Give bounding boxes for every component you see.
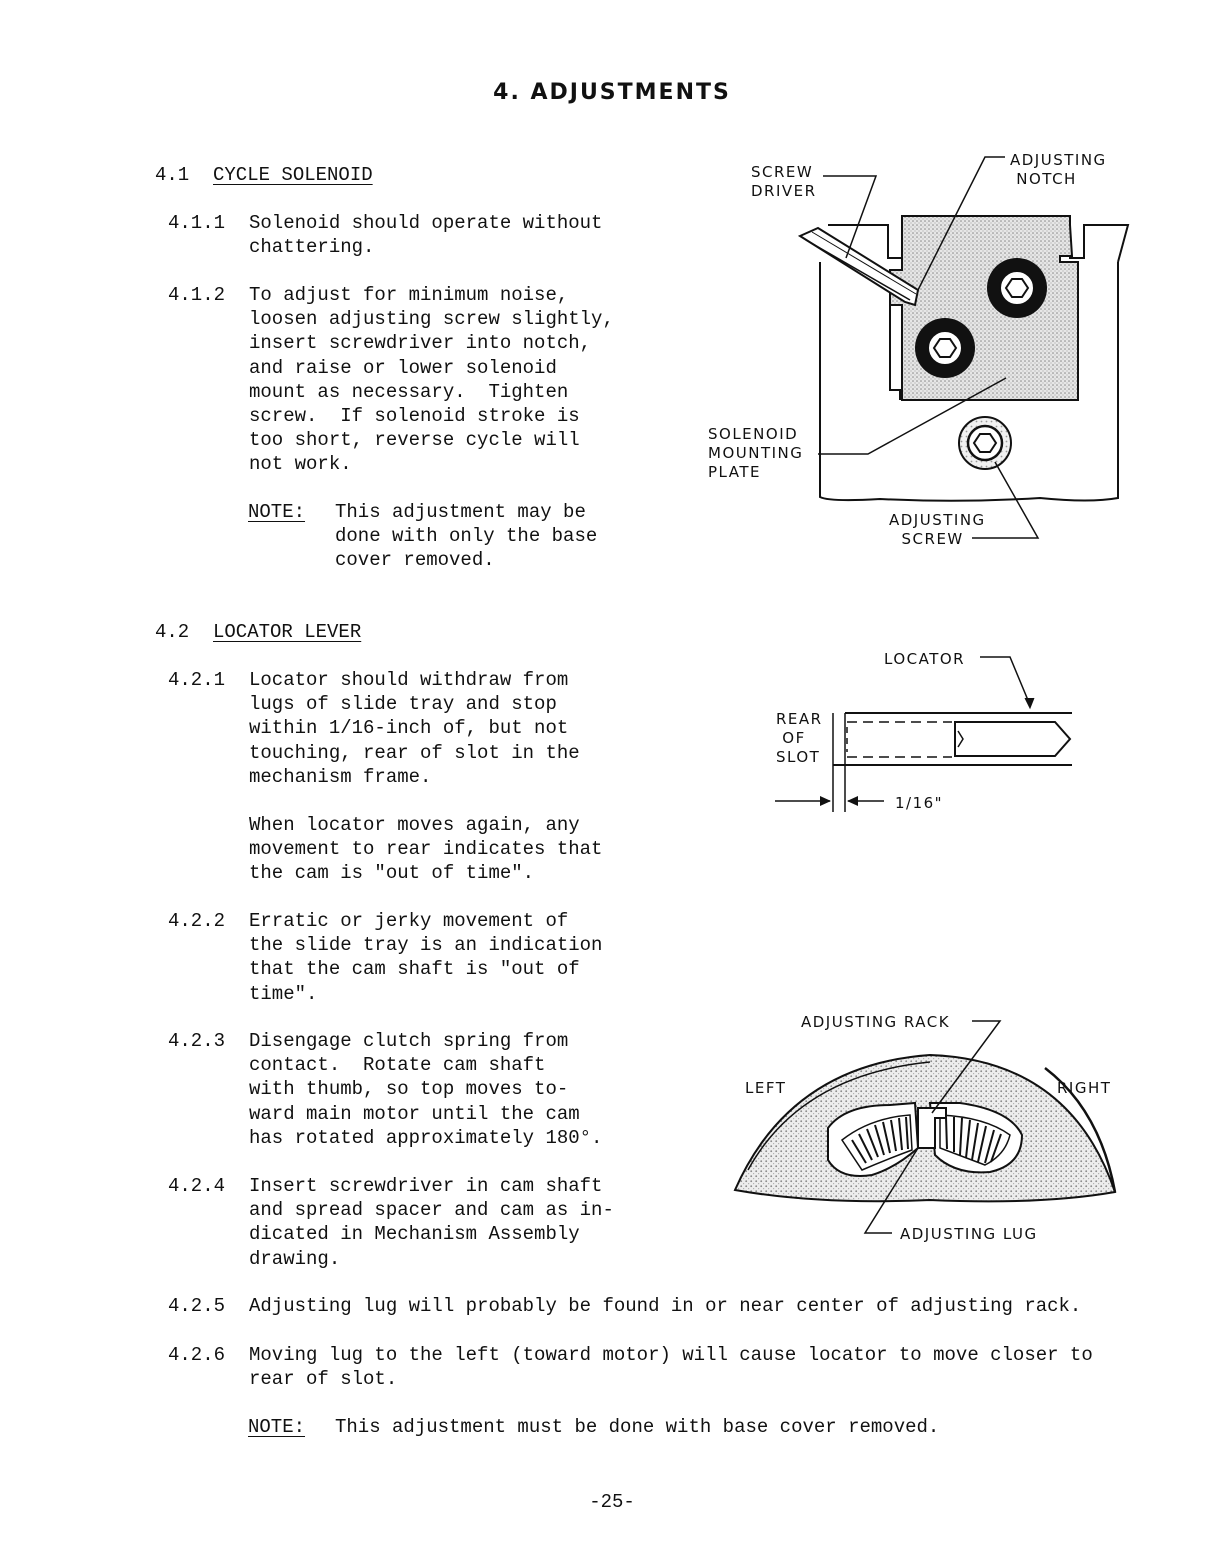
adjusting-notch-label: ADJUSTING NOTCH [1010, 151, 1107, 188]
item-text: Disengage clutch spring from contact. Rotate cam shaft with thumb, so top moves to- ward main motor until the cam has rotated approximately 180°. [249, 1030, 603, 1149]
dimension-label: 1/16" [895, 794, 944, 812]
section-heading: LOCATOR LEVER [213, 621, 362, 643]
item-text: Adjusting lug will probably be found in or near center of adjusting rack. [249, 1295, 1082, 1317]
screw-driver-label: SCREW DRIVER [751, 163, 817, 200]
right-label: RIGHT [1057, 1079, 1112, 1097]
item-text: Erratic or jerky movement of the slide tray is an indication that the cam shaft is "out of time". [249, 910, 603, 1005]
locator-label: LOCATOR [884, 650, 966, 668]
item-text: To adjust for minimum noise, loosen adjusting screw slightly, insert screwdriver into notch, and raise or lower solenoid mount as necessary. Tighten screw. If solenoid stroke is too short, reverse cycle will not work. [249, 284, 614, 476]
item-number: 4.2.4 [168, 1175, 226, 1197]
item-text: Moving lug to the left (toward motor) will cause locator to move closer to rear of slot. [249, 1344, 1093, 1391]
item-number: 4.1.1 [168, 212, 226, 234]
item-number: 4.1.2 [168, 284, 226, 306]
adjusting-rack-label: ADJUSTING RACK [801, 1013, 951, 1031]
note-label: NOTE: [248, 501, 306, 523]
section-heading: CYCLE SOLENOID [213, 164, 373, 186]
item-number: 4.2.1 [168, 669, 226, 691]
solenoid-mounting-plate-label: SOLENOID MOUNTING PLATE [708, 425, 804, 481]
item-number: 4.2.3 [168, 1030, 226, 1052]
page-number: -25- [589, 1491, 635, 1513]
item-text: Locator should withdraw from lugs of slide tray and stop within 1/16-inch of, but not touching, rear of slot in the mechanism frame. [249, 669, 580, 788]
page-title: 4. ADJUSTMENTS [493, 80, 731, 105]
adjusting-screw-label: ADJUSTING SCREW [889, 511, 986, 548]
item-number: 4.2.5 [168, 1295, 226, 1317]
left-label: LEFT [745, 1079, 787, 1097]
item-text: When locator moves again, any movement to rear indicates that the cam is "out of time". [249, 814, 603, 885]
section-number: 4.2 [155, 621, 190, 643]
rear-of-slot-label: REAR OF SLOT [776, 710, 823, 766]
section-number: 4.1 [155, 164, 190, 186]
item-text: Insert screwdriver in cam shaft and spread spacer and cam as in- dicated in Mechanism Assembly drawing. [249, 1175, 614, 1270]
note-text: This adjustment may be done with only the base cover removed. [335, 501, 598, 572]
item-number: 4.2.2 [168, 910, 226, 932]
adjusting-lug-label: ADJUSTING LUG [900, 1225, 1038, 1243]
item-text: Solenoid should operate without chattering. [249, 212, 603, 259]
note-label: NOTE: [248, 1416, 306, 1438]
note-text: This adjustment must be done with base cover removed. [335, 1416, 940, 1438]
item-number: 4.2.6 [168, 1344, 226, 1366]
